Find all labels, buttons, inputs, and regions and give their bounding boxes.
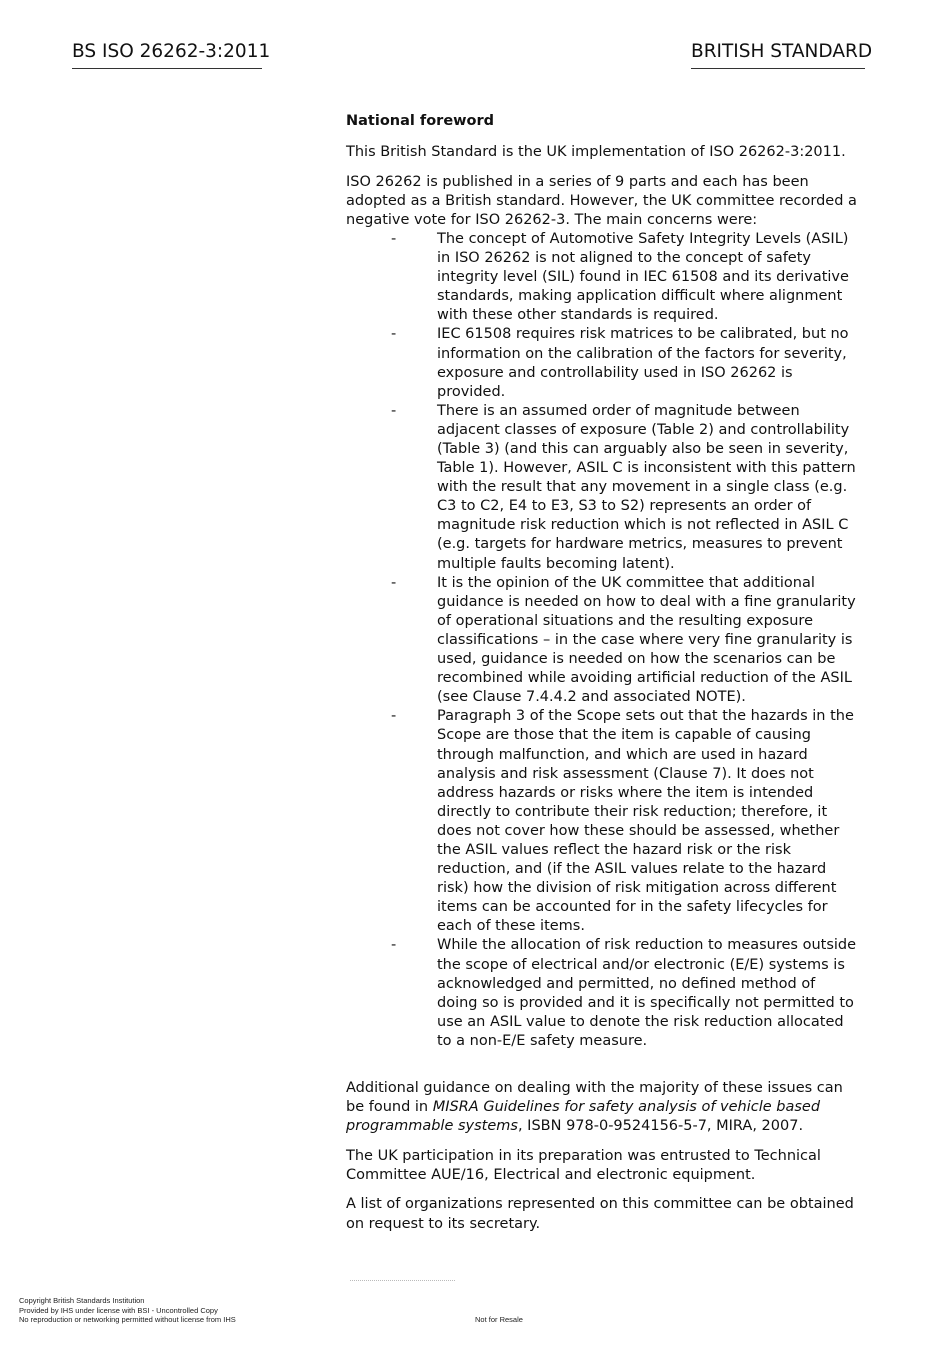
list-item-text: The concept of Automotive Safety Integrity Levels (ASIL) in ISO 26262 is not aligned to the concept of safety integrity level (SIL) found in IEC 61508 and its derivative standards, making application difficult where alignment with these other standards is required.	[437, 230, 849, 324]
copyright-footer	[19, 1296, 236, 1325]
concerns-list	[346, 230, 858, 1051]
list-item-text: IEC 61508 requires risk matrices to be calibrated, but no information on the calibration of the factors for severity, exposure and controllability used in ISO 26262 is provided.	[437, 326, 849, 400]
participation-paragraph: The UK participation in its preparation was entrusted to Technical Committee AUE/16, Electrical and electronic equipment.	[346, 1147, 821, 1183]
list-item-text: While the allocation of risk reduction to measures outside the scope of electrical and/or electronic (E/E) systems is acknowledged and permitted, no defined method of doing so is provided and it is specifically not permitted to use an ASIL value to denote the risk reduction allocated to a non-E/E safety measure.	[437, 937, 857, 1049]
list-dash: -	[391, 574, 397, 591]
scan-artifact	[350, 1280, 455, 1283]
guidance-text-before: Additional guidance on dealing with the majority of these issues can be found in	[346, 1080, 843, 1116]
list-item	[346, 574, 858, 708]
misra-guidelines-title: MISRA Guidelines for safety analysis of vehicle based programmable systems	[346, 1099, 821, 1135]
footer-license-line: Provided by IHS under license with BSI - Uncontrolled Copy	[19, 1305, 218, 1315]
not-for-resale-notice: Not for Resale	[475, 1315, 523, 1324]
list-dash: -	[391, 402, 397, 419]
intro-paragraph: This British Standard is the UK implementation of ISO 26262-3:2011.	[346, 144, 846, 161]
foreword-section	[346, 112, 858, 1244]
document-code: BS ISO 26262-3:2011	[72, 40, 262, 69]
section-heading: National foreword	[346, 113, 495, 129]
list-item-text: There is an assumed order of magnitude between adjacent classes of exposure (Table 2) and controllability (Table 3) (and this can arguably also be seen in severity, Table 1). However, ASIL C is inconsistent with this pattern with the result that any movement in a single class (e.g. C3 to C2, E4 to E3, S3 to S2) represents an order of magnitude risk reduction which is not reflected in ASIL C (e.g. targets for hardware metrics, measures to prevent multiple faults becoming latent).	[437, 402, 856, 572]
list-item	[346, 402, 858, 574]
guidance-text-after: , ISBN 978-0-9524156-5-7, MIRA, 2007.	[517, 1118, 804, 1135]
list-item	[346, 325, 858, 401]
list-dash: -	[391, 326, 397, 343]
list-item	[346, 936, 858, 1051]
list-item-text: Paragraph 3 of the Scope sets out that the hazards in the Scope are those that the item is capable of causing through malfunction, and which are used in hazard analysis and risk assessment (Clause 7). It does not address hazards or risks where the item is intended directly to contribute their risk reduction; therefore, it does not cover how these should be assessed, whether the ASIL values reflect the hazard risk or the risk reduction, and (if the ASIL values relate to the hazard risk) how the division of risk mitigation across different items can be accounted for in the safety lifecycles for each of these items.	[437, 708, 854, 935]
list-dash: -	[391, 708, 397, 725]
list-item	[346, 707, 858, 936]
organizations-paragraph: A list of organizations represented on this committee can be obtained on request to its secretary.	[346, 1196, 854, 1232]
list-dash: -	[391, 230, 397, 247]
document-type: BRITISH STANDARD	[691, 40, 865, 69]
footer-reproduction-line: No reproduction or networking permitted without license from IHS	[19, 1315, 236, 1324]
series-paragraph: ISO 26262 is published in a series of 9 parts and each has been adopted as a British standard. However, the UK committee recorded a negative vote for ISO 26262-3. The main concerns were:	[346, 173, 857, 228]
list-dash: -	[391, 937, 397, 954]
footer-copyright-line: Copyright British Standards Institution	[19, 1296, 145, 1305]
list-item	[346, 230, 858, 325]
guidance-paragraph	[346, 1079, 858, 1136]
list-item-text: It is the opinion of the UK committee that additional guidance is needed on how to deal with a fine granularity of operational situations and the resulting exposure classifications – in the case where very fine granularity is used, guidance is needed on how the scenarios can be recombined while avoiding artificial reduction of the ASIL (see Clause 7.4.4.2 and associated NOTE).	[437, 574, 856, 706]
